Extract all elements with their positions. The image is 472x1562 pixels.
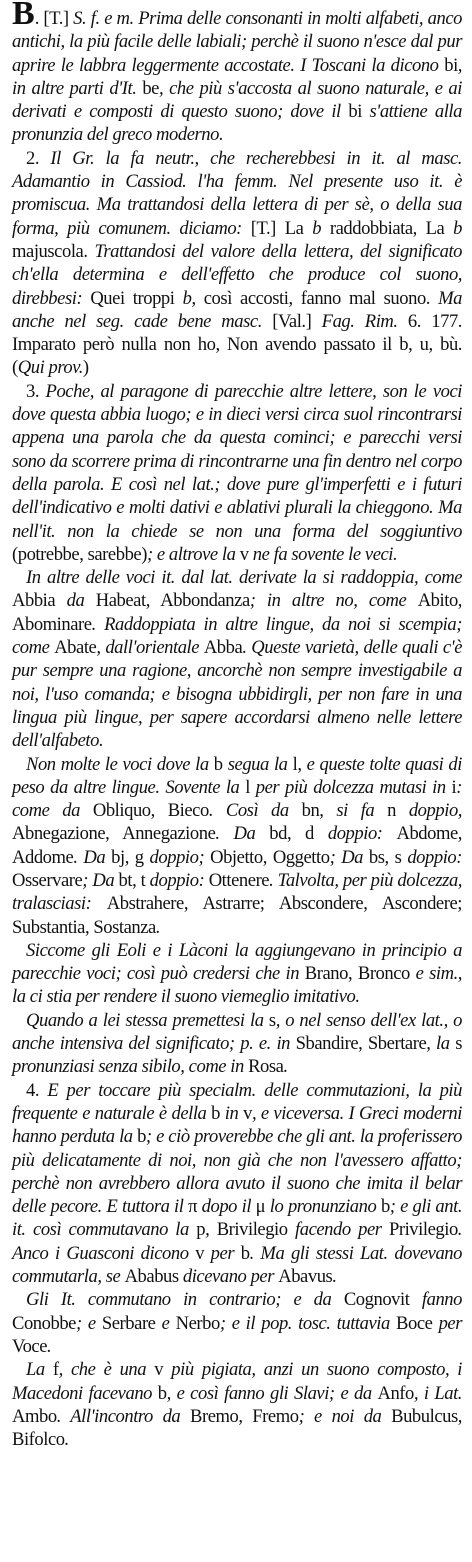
roman-text: Habeat, Abbondanza	[95, 590, 250, 612]
roman-text: Abnegazione, Annegazione	[12, 823, 216, 845]
italic-text: . Ma gli stessi Lat. dovevano commutarla, se	[12, 1242, 462, 1288]
italic-text: .	[64, 1429, 69, 1451]
roman-text: b	[213, 753, 223, 775]
roman-text: Abbia	[12, 590, 56, 612]
roman-text: . [T.]	[34, 8, 74, 29]
italic-text: s'attiene alla pronunzia del greco moderno.	[12, 101, 462, 146]
roman-text: 6. 177. Imparato però nulla non ho, Non avendo passato il b, u, bù. (	[12, 310, 463, 379]
italic-text: , in altre parti d'It.	[12, 54, 462, 99]
italic-text: più pigiata, anzi un suono composto, i Macedoni facevano	[12, 1359, 463, 1404]
italic-text: ,	[205, 1219, 217, 1241]
italic-text: da	[55, 590, 96, 612]
roman-text: Voce	[12, 1335, 48, 1357]
italic-text: doppio:	[401, 846, 463, 868]
roman-text: bs, s	[368, 846, 402, 868]
roman-text: bd, d	[269, 823, 314, 845]
italic-text: segua la	[222, 753, 293, 775]
roman-text: Abito, Abominare	[12, 590, 462, 635]
italic-text: .	[155, 916, 161, 938]
italic-text: Non molte le voci dove la	[26, 753, 214, 775]
entry-paragraph	[12, 1358, 462, 1451]
roman-text: Boce	[396, 1312, 433, 1334]
dictionary-entry-b	[12, 0, 463, 1451]
roman-text: Abate	[54, 637, 97, 659]
italic-text: .	[47, 1335, 52, 1357]
italic-text: Quando a lei stessa premettesi la	[26, 1009, 269, 1031]
italic-text: facendo per	[287, 1219, 389, 1241]
entry-paragraph	[12, 147, 462, 380]
italic-text: , la	[426, 1033, 456, 1055]
italic-text: Trattandosi del valore della lettera, del significato ch'ella determina e dell'effetto che produce col suono, direbbesi:	[12, 240, 463, 309]
italic-text: La	[26, 1359, 53, 1381]
roman-text: 2.	[26, 147, 51, 169]
italic-text: , che più s'accosta al suono naturale, e ai derivati e composti di questo suono; dove il	[12, 77, 462, 123]
roman-text: v	[239, 543, 249, 565]
italic-text: per più dolcezza mutasi in	[249, 776, 452, 798]
roman-text: , così accosti, fanno mal suono.	[191, 287, 439, 309]
roman-text: s	[455, 1033, 462, 1055]
italic-text: ; Da	[82, 869, 119, 891]
roman-text: Abba	[203, 637, 243, 659]
italic-text: . Talvolta, per più dolcezza, tralasciasi:	[12, 869, 462, 915]
roman-text: Osservare	[12, 869, 83, 891]
roman-text: b	[240, 1242, 250, 1264]
roman-text: [Val.]	[272, 310, 322, 332]
entry-paragraph	[12, 753, 462, 939]
roman-text: Serbare	[101, 1312, 156, 1334]
roman-text: Nerbo	[175, 1312, 220, 1334]
roman-text: 3.	[26, 380, 46, 402]
roman-text: 4.	[26, 1079, 48, 1101]
roman-text: v	[195, 1242, 205, 1264]
roman-text: Cognovit	[343, 1289, 410, 1311]
roman-text: bi	[348, 101, 362, 123]
roman-text: bn	[301, 800, 320, 822]
italic-text: . All'incontro da	[56, 1405, 190, 1427]
italic-text: e sim., la ci stia per rendere il suono viemeglio imitativo.	[12, 963, 462, 1008]
italic-text: , o nel senso dell'ex lat., o anche intensiva del significato; p. e. in	[12, 1009, 462, 1055]
italic-text: Ma anche nel seg. cade bene masc.	[12, 287, 462, 332]
roman-text: Abstrahere, Astrarre; Abscondere, Ascondere; Substantia, Sostanza	[12, 893, 462, 938]
italic-text: ; e altrove la	[146, 543, 240, 565]
roman-text: Anfo	[377, 1382, 414, 1404]
italic-text: ; e il pop. tosc. tuttavia	[219, 1312, 397, 1334]
roman-text: f	[52, 1359, 59, 1381]
italic-text: per	[204, 1242, 241, 1264]
italic-text: ; in altre no, come	[249, 590, 418, 612]
entry-paragraph	[12, 1288, 462, 1358]
roman-text: Brano, Bronco	[304, 963, 410, 985]
roman-text: v	[243, 1102, 252, 1124]
italic-text: doppio:	[313, 823, 397, 845]
italic-text: .	[283, 1056, 288, 1078]
roman-text: l	[245, 776, 250, 798]
italic-text: . Queste varietà, delle quali c'è pur sempre una ragione, ancorchè non sempre investigabile a noi, l'uso comanda; e bisogna ubbidirgli, per non fare in una lingua più lingue, per sapere accordarsi almeno nelle lettere dell'alfabeto.	[12, 637, 462, 752]
roman-text: π	[188, 1196, 198, 1218]
italic-text: : come da	[12, 776, 462, 822]
roman-text: Privilegio	[388, 1219, 458, 1241]
entry-paragraph	[12, 939, 462, 1009]
roman-text: Quei troppi	[90, 287, 183, 309]
italic-text: Gli It. commutano in contrario; e da	[26, 1289, 344, 1311]
roman-text: n	[387, 800, 396, 822]
italic-text: ; e noi da	[298, 1405, 392, 1427]
italic-text: . Raddoppiata in altre lingue, da noi si scempia; come	[12, 613, 462, 659]
roman-text: bi	[444, 54, 458, 76]
roman-text: Sbandire, Sbertare	[295, 1033, 427, 1055]
roman-text: (potrebbe, sarebbe)	[12, 543, 147, 565]
italic-text: fanno	[409, 1289, 462, 1311]
italic-text: , e così fanno gli Slavi; e da	[166, 1382, 378, 1404]
roman-text: b	[380, 1196, 390, 1218]
roman-text: b	[211, 1102, 221, 1124]
entry-paragraph	[12, 1009, 462, 1079]
roman-text: Conobbe	[12, 1312, 76, 1334]
italic-text: .	[332, 1266, 337, 1288]
italic-text: in	[220, 1102, 244, 1124]
headword: B	[12, 0, 35, 32]
italic-text: ; e ciò proverebbe che gli ant. la proferissero più delicatamente di noi, non già che non l'avessero affatto; perchè non avrebbero allora avuto il suono che imita il belar delle pecore. E tuttora il	[12, 1126, 462, 1218]
roman-text: Objetto, Oggetto	[210, 846, 330, 868]
entry-paragraph	[12, 0, 462, 147]
roman-text: be	[142, 77, 159, 99]
italic-text: ; e	[76, 1312, 102, 1334]
roman-text: Ambo	[12, 1405, 57, 1427]
italic-text: Il Gr. la fa neutr., che recherebbesi in it. al masc. Adamantio in Cassiod. l'ha femm. Nel presente uso it. è promiscua. Ma trattandosi della lettera di per sè, o della sua forma, più comunem. diciamo:	[12, 147, 462, 239]
italic-text: per	[432, 1312, 463, 1334]
italic-text: . Anco i Guasconi dicono	[12, 1219, 462, 1264]
italic-text: S. f. e m. Prima delle consonanti in molti alfabeti, anco antichi, la più facile delle labiali; perchè il suono n'esce dal pur aprire le labbra leggermente accostate. I Toscani la dicono	[12, 8, 462, 76]
roman-text: Bubulcus, Bifolco	[12, 1405, 462, 1451]
italic-text: ne fa sovente le veci.	[248, 543, 398, 565]
italic-text: doppio;	[143, 846, 211, 868]
italic-text: pronunziasi senza sibilo, come in	[12, 1056, 249, 1078]
roman-text: raddobbiata, La	[321, 217, 454, 239]
italic-text: , i Lat.	[413, 1382, 462, 1404]
roman-text: Abdome, Addome	[12, 823, 463, 868]
italic-text: . Da	[73, 846, 112, 868]
italic-text: Siccome gli Eoli e i Làconi la aggiungevano in principio a parecchie voci; così può credersi che in	[12, 939, 462, 985]
italic-text: Qui prov.	[17, 357, 83, 379]
roman-text: Ottenere	[208, 869, 270, 891]
italic-text: b	[182, 287, 192, 309]
italic-text: , si fa	[319, 800, 388, 822]
italic-text: Fag. Rim.	[321, 310, 408, 332]
italic-text: e	[155, 1312, 176, 1334]
roman-text: Abavus	[278, 1266, 333, 1288]
roman-text: Bremo, Fremo	[190, 1405, 299, 1427]
roman-text: Brivilegio	[216, 1219, 288, 1241]
roman-text: l	[292, 753, 298, 775]
italic-text: . Così da	[208, 800, 302, 822]
roman-text: b	[137, 1126, 146, 1148]
italic-text: , che è una	[58, 1359, 155, 1381]
entry-paragraph	[12, 1079, 462, 1289]
italic-text: ; e gli ant. it. così commutavano la	[12, 1196, 463, 1241]
italic-text: doppio:	[145, 869, 209, 891]
italic-text: , e viceversa. I Greci moderni hanno perduta la	[12, 1102, 462, 1148]
roman-text: bt, t	[118, 869, 146, 891]
roman-text: v	[154, 1359, 164, 1381]
roman-text: p	[196, 1219, 206, 1241]
roman-text: i	[451, 776, 457, 798]
roman-text: bj, g	[111, 846, 144, 868]
italic-text: , e queste tolte quasi di peso da altre lingue. Sovente la	[12, 753, 462, 798]
roman-text: s	[268, 1009, 276, 1031]
italic-text: In altre delle voci it. dal lat. derivate la si raddoppia, come	[26, 567, 462, 589]
italic-text: lo pronunziano	[265, 1196, 381, 1218]
italic-text: b	[453, 217, 462, 239]
italic-text: Poche, al paragone di parecchie altre lettere, son le voci dove questa abbia luogo; e in dieci versi circa suol rincontrarsi appena una parola che da questa cominci; e parecchi versi sono da scorrere prima di rincontrarne una fin dentro nel corpo della parola. E così nel lat.; dove pure gl'imperfetti e i futuri dell'indicativo e molti dativi e ablativi plurali la chieggono. Ma nell'it. non la chiede se non una forma del soggiuntivo	[12, 380, 462, 542]
italic-text: dicevano per	[178, 1266, 279, 1288]
roman-text: )	[82, 357, 89, 379]
entry-paragraph	[12, 380, 462, 566]
italic-text: E per toccare più specialm. delle commutazioni, la più frequente e naturale è della	[12, 1079, 462, 1124]
italic-text: ; Da	[329, 846, 369, 868]
italic-text: . Da	[215, 823, 270, 845]
roman-text: majuscola.	[12, 240, 95, 262]
roman-text: [T.] La	[250, 217, 313, 239]
italic-text: doppio,	[395, 800, 462, 822]
roman-text: μ	[255, 1196, 266, 1218]
italic-text: b	[312, 217, 322, 239]
roman-text: Ababus	[124, 1266, 179, 1288]
italic-text: dopo il	[197, 1196, 256, 1218]
roman-text: Obliquo, Bieco	[92, 800, 209, 822]
italic-text: , dall'orientale	[96, 637, 204, 659]
roman-text: Rosa	[248, 1056, 284, 1078]
roman-text: b	[157, 1382, 167, 1404]
entry-paragraph	[12, 566, 462, 752]
